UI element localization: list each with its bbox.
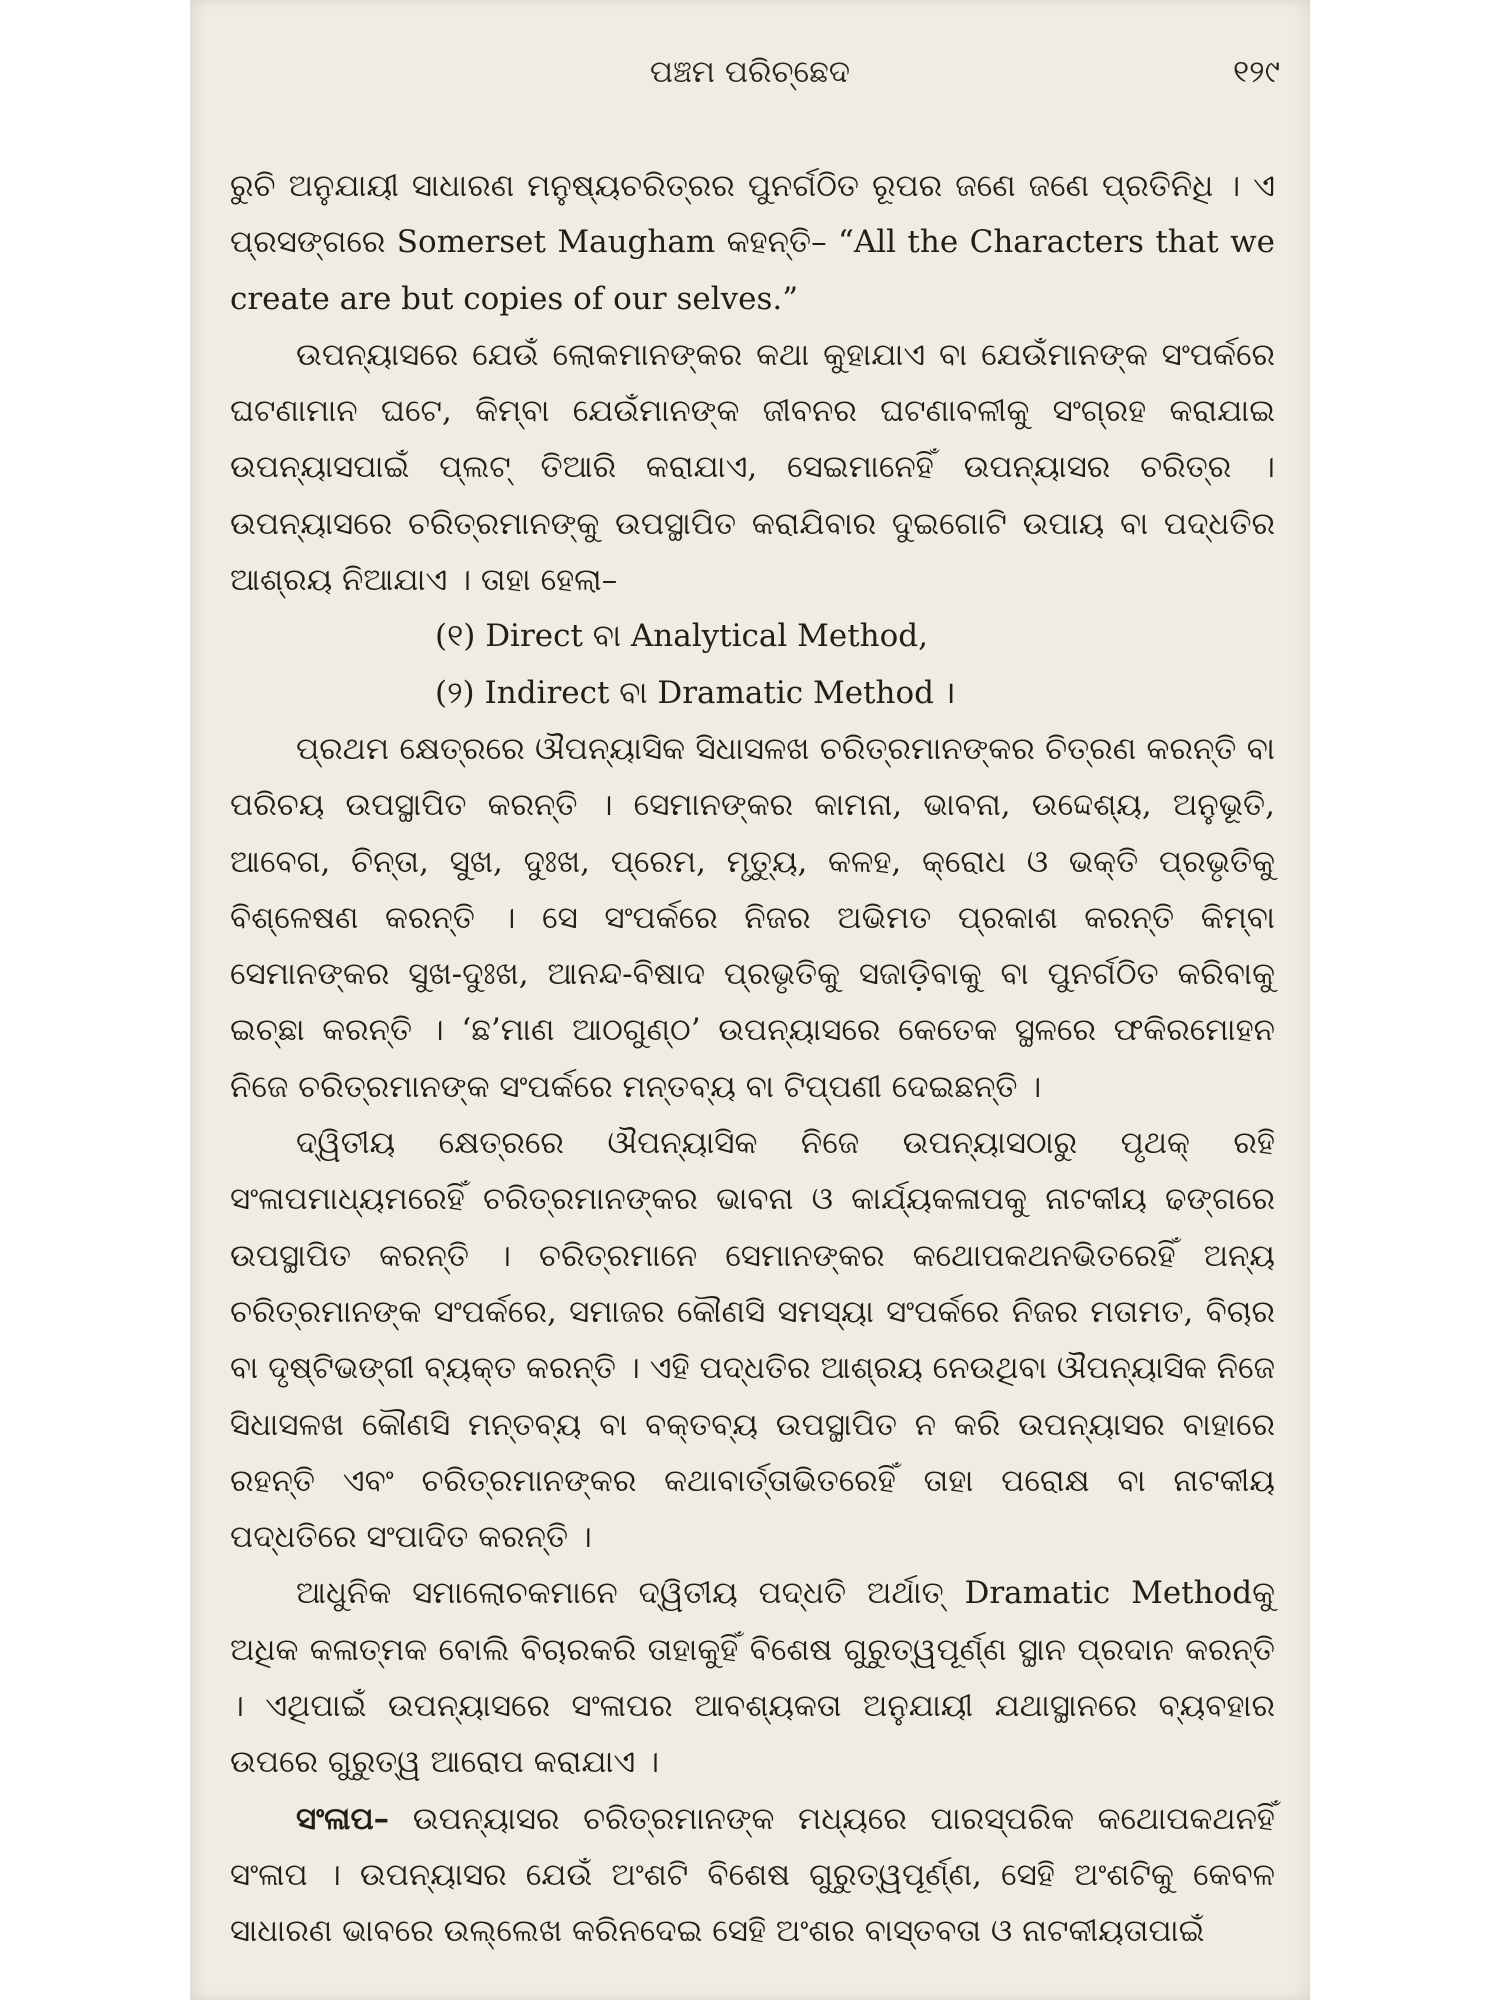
paragraph-5: ଆଧୁନିକ ସମାଲୋଚକମାନେ ଦ୍ୱିତୀୟ ପଦ୍ଧତି ଅର୍ଥାତ୍ Dramatic Methodକୁ ଅଧିକ କଳାତ୍ମକ ବୋଲି ବିଚାରକରି ତାହାକୁହିଁ ବିଶେଷ ଗୁରୁତ୍ୱପୂର୍ଣ୍ଣ ସ୍ଥାନ ପ୍ରଦାନ କରନ୍ତି । ଏଥିପାଇଁ ଉପନ୍ୟାସରେ ସଂଳାପର ଆବଶ୍ୟକତା ଅନୁଯାୟୀ ଯଥାସ୍ଥାନରେ ବ୍ୟବହାର ଉପରେ ଗୁରୁତ୍ୱ ଆରୋପ କରାଯାଏ । — [230, 1575, 1275, 1781]
paragraph-6 — [230, 1791, 1275, 1960]
page-number: ୧୨୯ — [1233, 54, 1280, 90]
paragraph-2: ଉପନ୍ୟାସରେ ଯେଉଁ ଲୋକମାନଙ୍କର କଥା କୁହାଯାଏ ବା ଯେଉଁମାନଙ୍କ ସଂପର୍କରେ ଘଟଣାମାନ ଘଟେ, କିମ୍ବା ଯେଉଁମାନଙ୍କ ଜୀବନର ଘଟଣାବଳୀକୁ ସଂଗ୍ରହ କରାଯାଇ ଉପନ୍ୟାସପାଇଁ ପ୍ଲଟ୍ ତିଆରି କରାଯାଏ, ସେଇମାନେହିଁ ଉପନ୍ୟାସର ଚରିତ୍ର । ଉପନ୍ୟାସରେ ଚରିତ୍ରମାନଙ୍କୁ ଉପସ୍ଥାପିତ କରାଯିବାର ଦୁଇଗୋଟି ଉପାୟ ବା ପଦ୍ଧତିର ଆଶ୍ରୟ ନିଆଯାଏ । ତାହା ହେଲା– — [230, 336, 1275, 599]
paragraph-3: ପ୍ରଥମ କ୍ଷେତ୍ରରେ ଔପନ୍ୟାସିକ ସିଧାସଳଖ ଚରିତ୍ରମାନଙ୍କର ଚିତ୍ରଣ କରନ୍ତି ବା ପରିଚୟ ଉପସ୍ଥାପିତ କରନ୍ତି । ସେମାନଙ୍କର କାମନା, ଭାବନା, ଉଦ୍ଦେଶ୍ୟ, ଅନୁଭୂତି, ଆବେଗ, ଚିନ୍ତା, ସୁଖ, ଦୁଃଖ, ପ୍ରେମ, ମୃତ୍ୟୁ, କଳହ, କ୍ରୋଧ ଓ ଭକ୍ତି ପ୍ରଭୃତିକୁ ବିଶ୍ଳେଷଣ କରନ୍ତି । ସେ ସଂପର୍କରେ ନିଜର ଅଭିମତ ପ୍ରକାଶ କରନ୍ତି କିମ୍ବା ସେମାନଙ୍କର ସୁଖ-ଦୁଃଖ, ଆନନ୍ଦ-ବିଷାଦ ପ୍ରଭୃତିକୁ ସଜାଡ଼ିବାକୁ ବା ପୁନର୍ଗଠିତ କରିବାକୁ ଇଚ୍ଛା କରନ୍ତି । ‘ଛ’ମାଣ ଆଠଗୁଣ୍ଠ’ ଉପନ୍ୟାସରେ କେତେକ ସ୍ଥଳରେ ଫକିରମୋହନ ନିଜେ ଚରିତ୍ରମାନଙ୍କ ସଂପର୍କରେ ମନ୍ତବ୍ୟ ବା ଟିପ୍ପଣୀ ଦେଇଛନ୍ତି । — [230, 730, 1275, 1105]
paragraph-6-text: ଉପନ୍ୟାସର ଚରିତ୍ରମାନଙ୍କ ମଧ୍ୟରେ ପାରସ୍ପରିକ କଥୋପକଥନହିଁ ସଂଳାପ । ଉପନ୍ୟାସର ଯେଉଁ ଅଂଶଟି ବିଶେଷ ଗୁରୁତ୍ୱପୂର୍ଣ୍ଣ, ସେହି ଅଂଶଟିକୁ କେବଳ ସାଧାରଣ ଭାବରେ ଉଲ୍ଲେଖ କରିନଦେଇ ସେହି ଅଂଶର ବାସ୍ତବତା ଓ ନାଟକୀୟତାପାଇଁ — [230, 1800, 1275, 1950]
method-item-2: (୨) Indirect ବା Dramatic Method । — [435, 674, 956, 711]
paragraph-1: ରୁଚି ଅନୁଯାୟୀ ସାଧାରଣ ମନୁଷ୍ୟଚରିତ୍ରର ପୁନର୍ଗଠିତ ରୂପର ଜଣେ ଜଣେ ପ୍ରତିନିଧି । ଏ ପ୍ରସଙ୍ଗରେ Somerset Maugham କହନ୍ତି– “All the Characters that we create are but copies of our selves.” — [230, 168, 1275, 317]
paragraph-4: ଦ୍ୱିତୀୟ କ୍ଷେତ୍ରରେ ଔପନ୍ୟାସିକ ନିଜେ ଉପନ୍ୟାସଠାରୁ ପୃଥକ୍ ରହି ସଂଳାପମାଧ୍ୟମରେହିଁ ଚରିତ୍ରମାନଙ୍କର ଭାବନା ଓ କାର୍ଯ୍ୟକଳାପକୁ ନାଟକୀୟ ଢଙ୍ଗରେ ଉପସ୍ଥାପିତ କରନ୍ତି । ଚରିତ୍ରମାନେ ସେମାନଙ୍କର କଥୋପକଥନଭିତରେହିଁ ଅନ୍ୟ ଚରିତ୍ରମାନଙ୍କ ସଂପର୍କରେ, ସମାଜର କୌଣସି ସମସ୍ୟା ସଂପର୍କରେ ନିଜର ମତାମତ, ବିଚାର ବା ଦୃଷ୍ଟିଭଙ୍ଗୀ ବ୍ୟକ୍ତ କରନ୍ତି । ଏହି ପଦ୍ଧତିର ଆଶ୍ରୟ ନେଉଥିବା ଔପନ୍ୟାସିକ ନିଜେ ସିଧାସଳଖ କୌଣସି ମନ୍ତବ୍ୟ ବା ବକ୍ତବ୍ୟ ଉପସ୍ଥାପିତ ନ କରି ଉପନ୍ୟାସର ବାହାରେ ରହନ୍ତି ଏବଂ ଚରିତ୍ରମାନଙ୍କର କଥାବାର୍ତ୍ତାଭିତରେହିଁ ତାହା ପରୋକ୍ଷ ବା ନାଟକୀୟ ପଦ୍ଧତିରେ ସଂପାଦିତ କରନ୍ତି । — [230, 1125, 1275, 1556]
method-item-1: (୧) Direct ବା Analytical Method, — [435, 618, 928, 655]
scan-margin — [0, 0, 190, 2000]
book-page — [190, 0, 1310, 2000]
section-heading-dialogue: ସଂଳାପ– — [296, 1800, 390, 1837]
body-text — [230, 158, 1275, 1960]
page-header — [190, 48, 1310, 108]
running-title: ପଞ୍ଚମ ପରିଚ୍ଛେଦ — [649, 54, 851, 90]
